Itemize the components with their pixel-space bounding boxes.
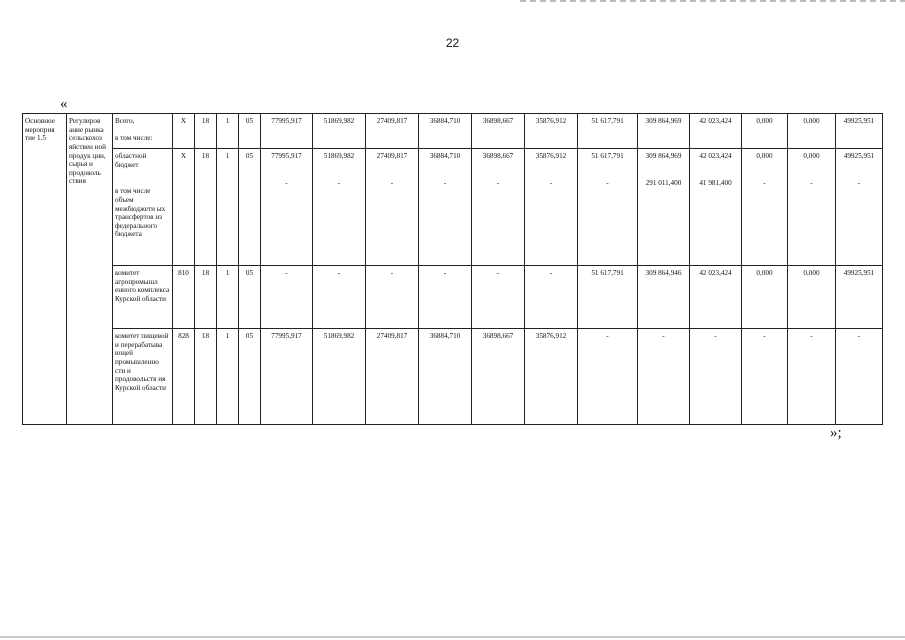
value-cell: 42 023,424 41 981,400 bbox=[690, 149, 742, 266]
value-cell: 0,000 bbox=[788, 266, 836, 329]
value-cell: 27409,817 bbox=[366, 329, 419, 425]
value-cell: 51 617,791 - bbox=[578, 149, 638, 266]
table-row bbox=[23, 329, 883, 425]
code-cell: 810 bbox=[173, 266, 195, 329]
value-cell: 0,000 bbox=[788, 114, 836, 149]
code-cell: 18 bbox=[195, 149, 217, 266]
code-cell: 05 bbox=[239, 329, 261, 425]
code-cell: 05 bbox=[239, 266, 261, 329]
value-cell: 0,000 - bbox=[742, 149, 788, 266]
row-label: комитет пищевой и перерабатыва ющей промышленно сти и продовольств ия Курской области bbox=[113, 329, 173, 425]
code-cell: Х bbox=[173, 114, 195, 149]
code-cell: 1 bbox=[217, 114, 239, 149]
value-cell: 42 023,424 bbox=[690, 266, 742, 329]
value-cell: 36898,667 bbox=[472, 114, 525, 149]
value-cell: 309 864,969 bbox=[638, 114, 690, 149]
value-cell: 0,000 bbox=[742, 266, 788, 329]
value-cell: - bbox=[836, 329, 883, 425]
value-cell: - bbox=[638, 329, 690, 425]
value-cell: 35876,912 - bbox=[525, 149, 578, 266]
value-cell: - bbox=[742, 329, 788, 425]
value-cell: 27409,817 - bbox=[366, 149, 419, 266]
code-cell: 1 bbox=[217, 266, 239, 329]
value-cell: 49925,951 bbox=[836, 266, 883, 329]
value-cell: 51 617,791 bbox=[578, 114, 638, 149]
code-cell: 05 bbox=[239, 149, 261, 266]
value-cell: - bbox=[690, 329, 742, 425]
code-cell: 1 bbox=[217, 149, 239, 266]
value-cell: 77995,917 bbox=[261, 329, 313, 425]
value-cell: 49925,951 bbox=[836, 114, 883, 149]
value-cell: 51869,982 bbox=[313, 114, 366, 149]
value-cell: 36884,710 bbox=[419, 114, 472, 149]
opening-quote: « bbox=[60, 96, 68, 112]
code-cell: 05 bbox=[239, 114, 261, 149]
measure-cell: Основное мероприя тие 1.5 bbox=[23, 114, 67, 425]
value-cell: 42 023,424 bbox=[690, 114, 742, 149]
value-cell: 36898,667 bbox=[472, 329, 525, 425]
table-row bbox=[23, 114, 883, 149]
value-cell: 51869,982 bbox=[313, 329, 366, 425]
code-cell: 828 bbox=[173, 329, 195, 425]
budget-table bbox=[22, 113, 883, 425]
value-cell: 27409,817 bbox=[366, 114, 419, 149]
value-cell: 77995,917 bbox=[261, 114, 313, 149]
value-cell: - bbox=[578, 329, 638, 425]
value-cell: 0,000 bbox=[742, 114, 788, 149]
value-cell: - bbox=[366, 266, 419, 329]
value-cell: 309 864,946 bbox=[638, 266, 690, 329]
value-cell: - bbox=[525, 266, 578, 329]
code-cell: 18 bbox=[195, 114, 217, 149]
value-cell: 36884,710 bbox=[419, 329, 472, 425]
value-cell: 49925,951 - bbox=[836, 149, 883, 266]
row-label: областной бюджет в том числе объем межбюджети ых трансфертов из федерального бюджета bbox=[113, 149, 173, 266]
row-label: комитет агропромышл енного комплекса Курской области bbox=[113, 266, 173, 329]
row-label: Всего, в том числе: bbox=[113, 114, 173, 149]
table-row bbox=[23, 149, 883, 266]
closing-quote: »; bbox=[830, 425, 842, 441]
value-cell: 309 864,969 291 011,400 bbox=[638, 149, 690, 266]
code-cell: 1 bbox=[217, 329, 239, 425]
scan-artifact-top bbox=[520, 0, 905, 2]
value-cell: - bbox=[419, 266, 472, 329]
code-cell: 18 bbox=[195, 266, 217, 329]
value-cell: 51 617,791 bbox=[578, 266, 638, 329]
table-row bbox=[23, 266, 883, 329]
value-cell: - bbox=[788, 329, 836, 425]
value-cell: 51869,982 - bbox=[313, 149, 366, 266]
value-cell: 35876,912 bbox=[525, 114, 578, 149]
value-cell: - bbox=[313, 266, 366, 329]
page-number: 22 bbox=[445, 36, 460, 50]
value-cell: 36898,667 - bbox=[472, 149, 525, 266]
code-cell: Х bbox=[173, 149, 195, 266]
value-cell: 35876,912 bbox=[525, 329, 578, 425]
value-cell: 77995,917 - bbox=[261, 149, 313, 266]
value-cell: 36884,710 - bbox=[419, 149, 472, 266]
code-cell: 18 bbox=[195, 329, 217, 425]
value-cell: - bbox=[472, 266, 525, 329]
program-cell: Регулиров ание рынка сельскохоз яйствен ной продук ции, сырья и продоволь ствия bbox=[67, 114, 113, 425]
scan-artifact-bottom bbox=[0, 636, 905, 638]
value-cell: 0,000 - bbox=[788, 149, 836, 266]
value-cell: - bbox=[261, 266, 313, 329]
